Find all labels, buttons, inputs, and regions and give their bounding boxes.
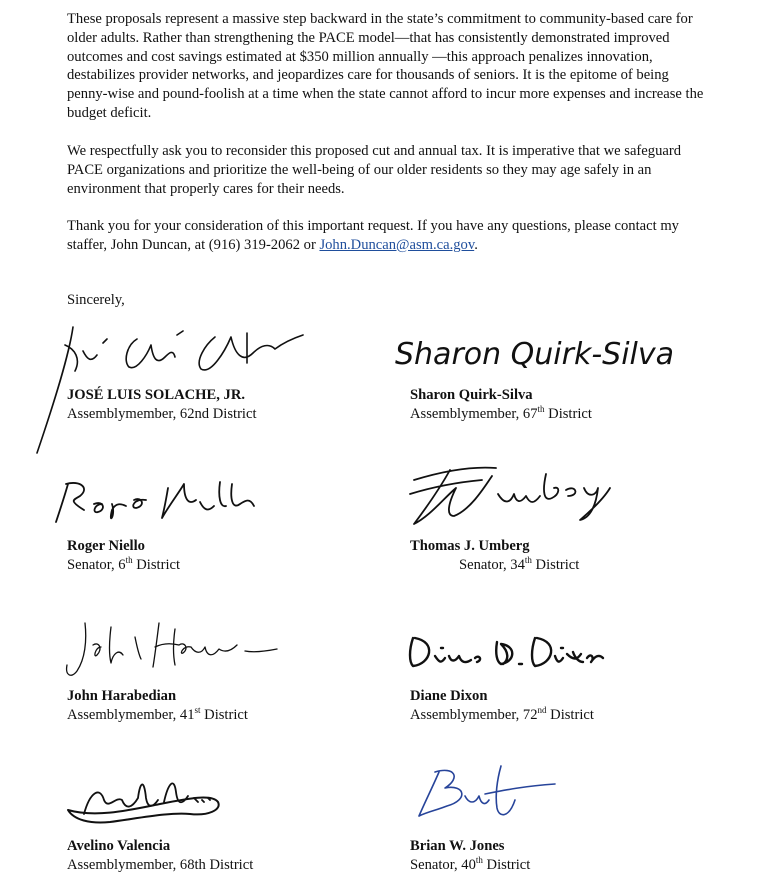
signer-title: Assemblymember, 67th District (410, 403, 592, 422)
signature-niello (50, 470, 260, 530)
thanks-text: Thank you for your consideration of this important request. If you have any questions, please contact my staffer, John Duncan, at (916) 319-2062 or (67, 218, 679, 253)
signer-title: Senator, 34th District (459, 554, 580, 573)
signature-umberg (400, 458, 610, 538)
signer-title: Senator, 40th District (410, 854, 531, 873)
signer-name: Roger Niello (67, 538, 145, 554)
signer-name: JOSÉ LUIS SOLACHE, JR. (67, 387, 246, 403)
signer-niello (67, 537, 180, 574)
paragraph-request: We respectfully ask you to reconsider this proposed cut and annual tax. It is imperative that we safeguard PACE organizations and prioritize the well-being of our older residents so they may age safely in an environment that properly cares for their needs. (67, 143, 681, 197)
signer-title: Assemblymember, 72nd District (410, 704, 594, 723)
signer-name: Diane Dixon (410, 688, 488, 704)
signer-umberg (410, 537, 579, 574)
signer-title: Assemblymember, 41st District (67, 704, 248, 723)
signature-valencia (60, 770, 230, 830)
signature-harabedian (55, 615, 285, 685)
signer-title: Assemblymember, 62nd District (67, 405, 257, 422)
signer-dixon (410, 687, 594, 724)
paragraph-thanks (67, 217, 707, 255)
signature-quirk-silva (395, 330, 695, 380)
signature-jones (405, 760, 565, 830)
signer-quirk-silva (410, 386, 592, 423)
signer-name: Avelino Valencia (67, 838, 171, 854)
quirk-silva-script: Sharon Quirk-Silva (395, 337, 675, 372)
signer-name: Brian W. Jones (410, 838, 505, 854)
signer-title: Senator, 6th District (67, 554, 181, 573)
signature-dixon (405, 628, 605, 674)
signer-jones (410, 837, 530, 874)
signer-name: Sharon Quirk-Silva (410, 387, 533, 403)
closing: Sincerely, (67, 292, 125, 308)
thanks-end: . (474, 236, 478, 253)
paragraph-proposals: These proposals represent a massive step backward in the state’s commitment to community-based care for older adults. Rather than strengthening the PACE model—that has consistently demonstrated improved outcomes and cost savings estimated at $350 million annually —this approach penalizes innovation, destabilizes provider networks, and jeopardizes care for thousands of seniors. It is the epitome of being penny-wise and pound-foolish at a time when the state cannot afford to incur more expenses and increase the budget deficit. (67, 11, 704, 121)
signer-valencia (67, 837, 253, 874)
staffer-email-link[interactable]: John.Duncan@asm.ca.gov (319, 236, 475, 253)
signer-harabedian (67, 687, 248, 724)
signer-name: John Harabedian (67, 688, 177, 704)
signer-solache (67, 386, 257, 423)
signer-name: Thomas J. Umberg (410, 538, 530, 554)
signer-title: Assemblymember, 68th District (67, 856, 254, 873)
